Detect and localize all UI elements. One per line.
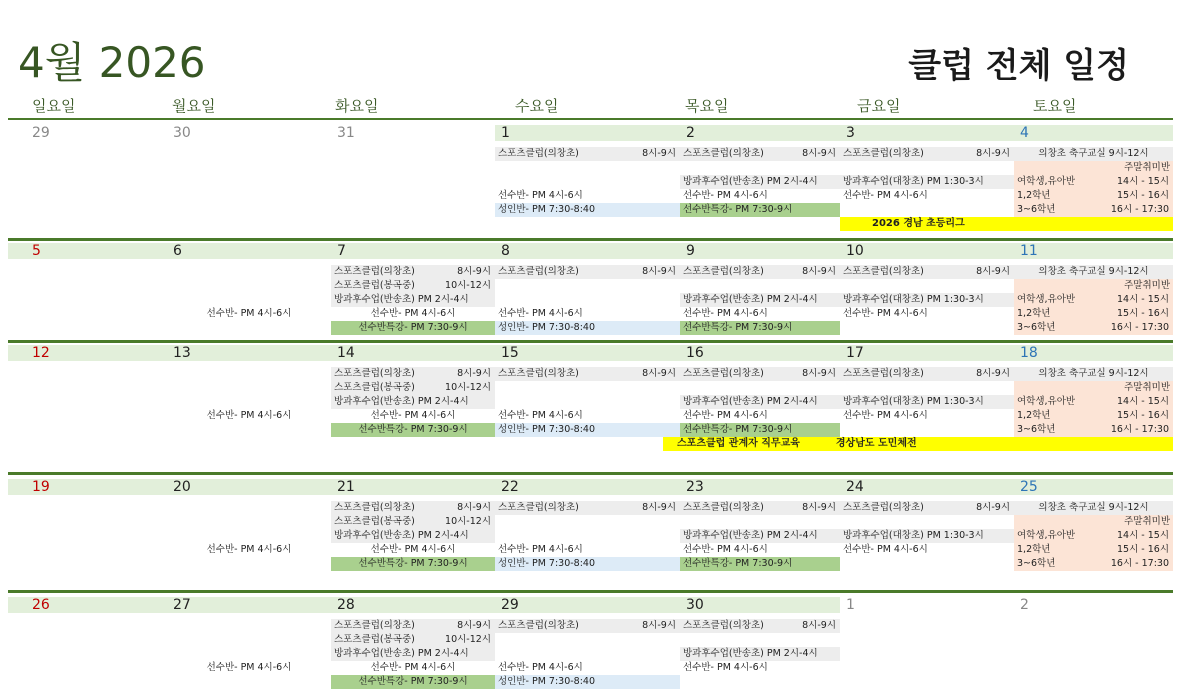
event-saturday-group: 3~6학년 16시 - 17:30 [1014, 321, 1173, 335]
event-adult-class: 성인반- PM 7:30-8:40 [495, 321, 680, 335]
event-after-school: 방과후수업(대창초) PM 1:30-3시 [840, 175, 1014, 189]
event-adult-class: 성인반- PM 7:30-8:40 [495, 675, 680, 689]
day-number: 21 [337, 479, 355, 495]
event-elite-class: 선수반- PM 4시-6시 [370, 410, 456, 421]
day-header [680, 243, 840, 259]
day-header [840, 345, 1014, 361]
day-header [680, 125, 840, 141]
event-elite-class: 선수반- PM 4시-6시 [498, 544, 583, 555]
event-elite-special: 선수반특강- PM 7:30-9시 [680, 321, 840, 335]
event-saturday-group: 여학생,유아반 14시 - 15시 [1014, 293, 1173, 307]
event-saturday-hobby: 주말취미반 [1014, 279, 1173, 293]
day-number: 8 [501, 243, 510, 259]
day-number: 13 [173, 345, 191, 361]
event-saturday-group: 1,2학년 15시 - 16시 [1014, 307, 1173, 321]
event-banner-league: 2026 경남 초등리그 [840, 217, 1173, 231]
day-number: 30 [686, 597, 704, 613]
day-header [331, 243, 495, 259]
day-number: 5 [32, 243, 41, 259]
event-sports-club: 스포츠클럽(의창초) 8시-9시 [331, 501, 495, 515]
weekday-label: 일요일 [32, 97, 76, 115]
event-saturday-group: 1,2학년 15시 - 16시 [1014, 409, 1173, 423]
day-header [680, 479, 840, 495]
day-number: 14 [337, 345, 355, 361]
weekday-label: 화요일 [335, 97, 379, 115]
event-after-school: 방과후수업(대창초) PM 1:30-3시 [840, 293, 1014, 307]
event-saturday-group: 1,2학년 15시 - 16시 [1014, 189, 1173, 203]
day-number: 29 [32, 125, 50, 141]
day-number: 15 [501, 345, 519, 361]
day-number: 17 [846, 345, 864, 361]
day-header [167, 243, 331, 259]
event-sports-club: 스포츠클럽(봉곡중) 10시-12시 [331, 515, 495, 529]
day-header [167, 597, 331, 613]
weekday-label: 월요일 [172, 97, 216, 115]
event-saturday-soccer: 의창초 축구교실 9시-12시 [1014, 265, 1173, 279]
event-sports-club: 스포츠클럽(의창초) 8시-9시 [495, 265, 680, 279]
event-elite-special: 선수반특강- PM 7:30-9시 [680, 557, 840, 571]
day-header [680, 597, 840, 613]
event-sports-club: 스포츠클럽(의창초) 8시-9시 [840, 147, 1014, 161]
event-after-school: 방과후수업(반송초) PM 2시-4시 [331, 647, 495, 661]
event-elite-class: 선수반- PM 4시-6시 [206, 544, 292, 555]
day-number: 11 [1020, 243, 1038, 259]
event-saturday-group: 1,2학년 15시 - 16시 [1014, 543, 1173, 557]
day-header [680, 345, 840, 361]
day-number: 9 [686, 243, 695, 259]
event-elite-class: 선수반- PM 4시-6시 [843, 190, 928, 201]
event-sports-club: 스포츠클럽(의창초) 8시-9시 [840, 265, 1014, 279]
day-number: 18 [1020, 345, 1038, 361]
event-elite-class: 선수반- PM 4시-6시 [206, 410, 292, 421]
day-number: 6 [173, 243, 182, 259]
event-sports-club: 스포츠클럽(의창초) 8시-9시 [495, 619, 680, 633]
weekday-label: 수요일 [515, 97, 559, 115]
day-number: 20 [173, 479, 191, 495]
day-header [167, 345, 331, 361]
event-elite-class: 선수반- PM 4시-6시 [843, 410, 928, 421]
day-header [1014, 125, 1173, 141]
event-sports-club: 스포츠클럽(의창초) 8시-9시 [680, 265, 840, 279]
event-sports-club: 스포츠클럽(의창초) 8시-9시 [680, 147, 840, 161]
event-sports-club: 스포츠클럽(봉곡중) 10시-12시 [331, 279, 495, 293]
day-header [331, 597, 495, 613]
event-sports-club: 스포츠클럽(의창초) 8시-9시 [495, 367, 680, 381]
calendar-title: 클럽 전체 일정 [908, 46, 1129, 86]
event-after-school: 방과후수업(반송초) PM 2시-4시 [680, 395, 840, 409]
week-divider [8, 590, 1173, 593]
event-elite-class: 선수반- PM 4시-6시 [683, 662, 768, 673]
event-sports-club: 스포츠클럽(봉곡중) 10시-12시 [331, 633, 495, 647]
event-after-school: 방과후수업(대창초) PM 1:30-3시 [840, 529, 1014, 543]
day-number: 3 [846, 125, 855, 141]
event-saturday-group: 여학생,유아반 14시 - 15시 [1014, 175, 1173, 189]
event-elite-special: 선수반특강- PM 7:30-9시 [331, 321, 495, 335]
day-number: 12 [32, 345, 50, 361]
event-after-school: 방과후수업(반송초) PM 2시-4시 [331, 395, 495, 409]
week-divider [8, 238, 1173, 241]
event-saturday-soccer: 의창초 축구교실 9시-12시 [1014, 147, 1173, 161]
header-divider [8, 118, 1173, 120]
day-header [495, 125, 680, 141]
day-number: 7 [337, 243, 346, 259]
event-after-school: 방과후수업(반송초) PM 2시-4시 [680, 529, 840, 543]
event-elite-class: 선수반- PM 4시-6시 [498, 662, 583, 673]
event-after-school: 방과후수업(반송초) PM 2시-4시 [331, 293, 495, 307]
day-number: 22 [501, 479, 519, 495]
event-adult-class: 성인반- PM 7:30-8:40 [495, 557, 680, 571]
day-number: 27 [173, 597, 191, 613]
day-number: 23 [686, 479, 704, 495]
event-sports-club: 스포츠클럽(의창초) 8시-9시 [680, 367, 840, 381]
event-sports-club: 스포츠클럽(의창초) 8시-9시 [495, 501, 680, 515]
day-number: 25 [1020, 479, 1038, 495]
day-number: 31 [337, 125, 355, 141]
event-saturday-hobby: 주말취미반 [1014, 161, 1173, 175]
day-number: 4 [1020, 125, 1029, 141]
event-elite-class: 선수반- PM 4시-6시 [683, 190, 768, 201]
day-header [1014, 479, 1173, 495]
event-after-school: 방과후수업(반송초) PM 2시-4시 [680, 647, 840, 661]
event-after-school: 방과후수업(반송초) PM 2시-4시 [331, 529, 495, 543]
event-sports-club: 스포츠클럽(의창초) 8시-9시 [331, 265, 495, 279]
day-header [1014, 345, 1173, 361]
day-number: 2 [1020, 597, 1029, 613]
event-saturday-soccer: 의창초 축구교실 9시-12시 [1014, 367, 1173, 381]
event-elite-class: 선수반- PM 4시-6시 [683, 410, 768, 421]
day-header [331, 345, 495, 361]
event-saturday-group: 3~6학년 16시 - 17:30 [1014, 557, 1173, 571]
week-divider [8, 472, 1173, 475]
event-sports-club: 스포츠클럽(봉곡중) 10시-12시 [331, 381, 495, 395]
event-elite-special: 선수반특강- PM 7:30-9시 [680, 423, 840, 437]
day-number: 16 [686, 345, 704, 361]
day-number: 2 [686, 125, 695, 141]
day-number: 1 [846, 597, 855, 613]
event-elite-special: 선수반특강- PM 7:30-9시 [680, 203, 840, 217]
event-after-school: 방과후수업(반송초) PM 2시-4시 [680, 175, 840, 189]
day-header [495, 345, 680, 361]
day-number: 28 [337, 597, 355, 613]
event-elite-class: 선수반- PM 4시-6시 [206, 662, 292, 673]
event-elite-class: 선수반- PM 4시-6시 [683, 308, 768, 319]
day-header [840, 125, 1014, 141]
day-header [840, 243, 1014, 259]
day-header [495, 597, 680, 613]
day-number: 1 [501, 125, 510, 141]
event-sports-club: 스포츠클럽(의창초) 8시-9시 [331, 367, 495, 381]
day-header [167, 479, 331, 495]
day-header [840, 479, 1014, 495]
event-sports-club: 스포츠클럽(의창초) 8시-9시 [840, 501, 1014, 515]
event-sports-club: 스포츠클럽(의창초) 8시-9시 [680, 619, 840, 633]
day-number: 10 [846, 243, 864, 259]
event-sports-club: 스포츠클럽(의창초) 8시-9시 [331, 619, 495, 633]
event-saturday-group: 3~6학년 16시 - 17:30 [1014, 423, 1173, 437]
day-number: 24 [846, 479, 864, 495]
day-number: 29 [501, 597, 519, 613]
event-saturday-hobby: 주말취미반 [1014, 381, 1173, 395]
event-elite-class: 선수반- PM 4시-6시 [843, 544, 928, 555]
event-elite-class: 선수반- PM 4시-6시 [206, 308, 292, 319]
event-elite-class: 선수반- PM 4시-6시 [370, 662, 456, 673]
month-title: 4월 2026 [18, 38, 206, 87]
event-after-school: 방과후수업(대창초) PM 1:30-3시 [840, 395, 1014, 409]
week-divider [8, 340, 1173, 343]
event-elite-class: 선수반- PM 4시-6시 [370, 544, 456, 555]
event-saturday-group: 여학생,유아반 14시 - 15시 [1014, 395, 1173, 409]
day-number: 19 [32, 479, 50, 495]
event-elite-class: 선수반- PM 4시-6시 [498, 410, 583, 421]
event-elite-special: 선수반특강- PM 7:30-9시 [331, 557, 495, 571]
event-saturday-hobby: 주말취미반 [1014, 515, 1173, 529]
event-elite-class: 선수반- PM 4시-6시 [498, 190, 583, 201]
event-sports-club: 스포츠클럽(의창초) 8시-9시 [680, 501, 840, 515]
event-sports-club: 스포츠클럽(의창초) 8시-9시 [495, 147, 680, 161]
event-saturday-group: 여학생,유아반 14시 - 15시 [1014, 529, 1173, 543]
event-adult-class: 성인반- PM 7:30-8:40 [495, 423, 680, 437]
event-sports-club: 스포츠클럽(의창초) 8시-9시 [840, 367, 1014, 381]
event-elite-class: 선수반- PM 4시-6시 [370, 308, 456, 319]
event-elite-class: 선수반- PM 4시-6시 [683, 544, 768, 555]
event-saturday-soccer: 의창초 축구교실 9시-12시 [1014, 501, 1173, 515]
event-elite-special: 선수반특강- PM 7:30-9시 [331, 675, 495, 689]
event-elite-class: 선수반- PM 4시-6시 [843, 308, 928, 319]
weekday-label: 금요일 [857, 97, 901, 115]
event-banner-training: 스포츠클럽 관계자 직무교육 경상남도 도민체전 [663, 437, 1173, 451]
day-header [495, 479, 680, 495]
weekday-label: 목요일 [685, 97, 729, 115]
event-after-school: 방과후수업(반송초) PM 2시-4시 [680, 293, 840, 307]
day-header [495, 243, 680, 259]
day-header [1014, 243, 1173, 259]
event-elite-class: 선수반- PM 4시-6시 [498, 308, 583, 319]
event-saturday-group: 3~6학년 16시 - 17:30 [1014, 203, 1173, 217]
day-header [331, 479, 495, 495]
day-number: 30 [173, 125, 191, 141]
event-adult-class: 성인반- PM 7:30-8:40 [495, 203, 680, 217]
weekday-label: 토요일 [1033, 97, 1077, 115]
event-elite-special: 선수반특강- PM 7:30-9시 [331, 423, 495, 437]
day-number: 26 [32, 597, 50, 613]
